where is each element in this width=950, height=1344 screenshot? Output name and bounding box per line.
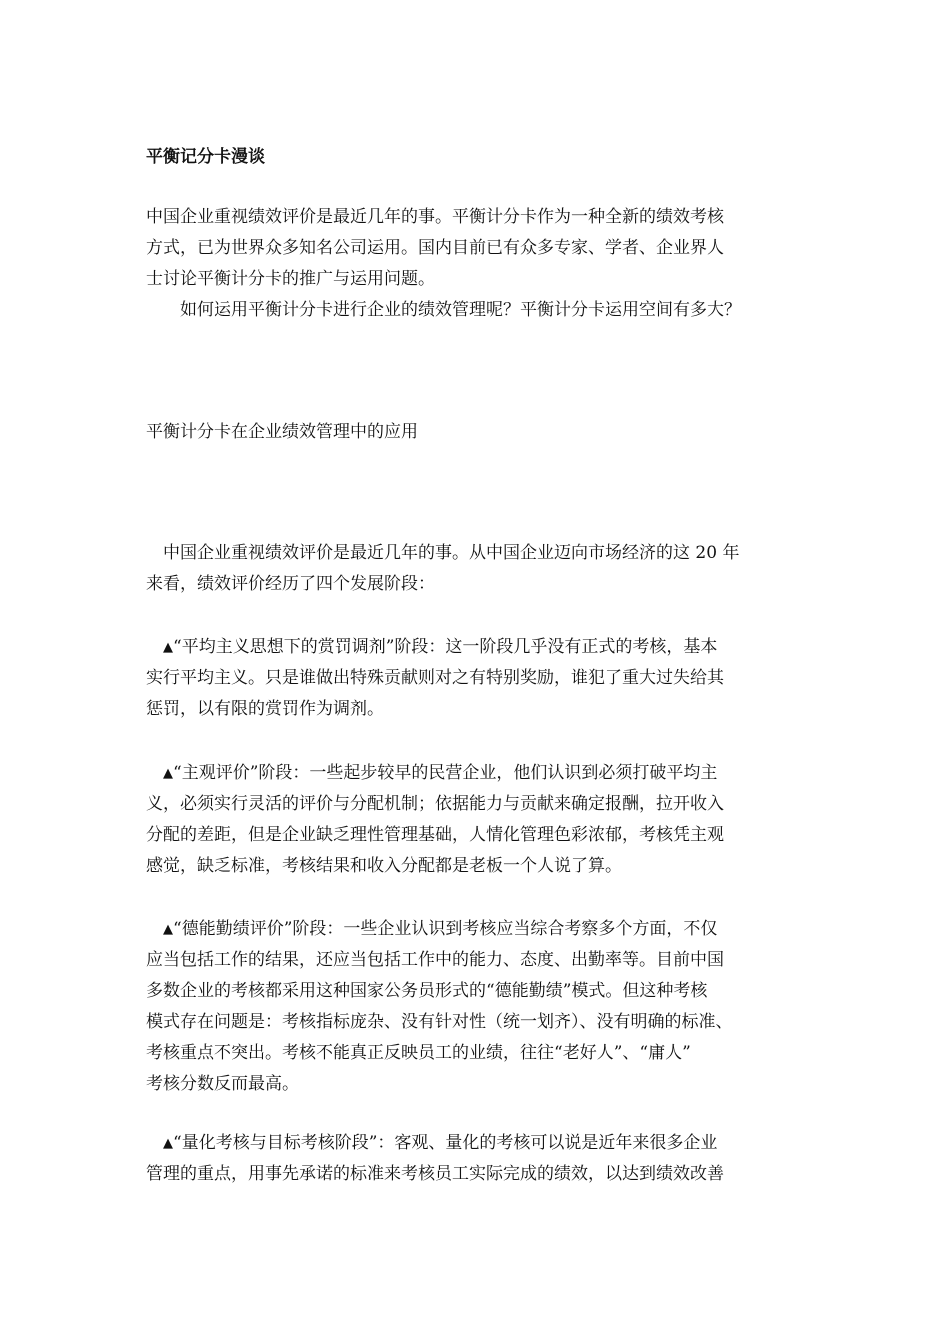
paragraph-line: “主观评价”阶段：一些起步较早的民营企业，他们认识到必须打破平均主 [173,763,718,783]
triangle-bullet-icon: ▲ [163,1136,173,1151]
paragraph-line: 实行平均主义。只是谁做出特殊贡献则对之有特别奖励，谁犯了重大过失给其 [146,668,724,688]
paragraph-line: 义，必须实行灵活的评价与分配机制；依据能力与贡献来确定报酬，拉开收入 [146,794,724,814]
paragraph-line: 管理的重点，用事先承诺的标准来考核员工实际完成的绩效，以达到绩效改善 [146,1164,724,1184]
paragraph-line: 惩罚，以有限的赏罚作为调剂。 [146,699,384,719]
paragraph-line: “德能勤绩评价”阶段：一些企业认识到考核应当综合考察多个方面，不仅 [173,919,718,939]
paragraph-line: “量化考核与目标考核阶段”：客观、量化的考核可以说是近年来很多企业 [173,1133,718,1153]
intro-line: 方式，已为世界众多知名公司运用。国内目前已有众多专家、学者、企业界人 [146,238,724,258]
stage-1-paragraph [146,632,806,725]
paragraph-line: 来看，绩效评价经历了四个发展阶段： [146,574,435,594]
triangle-bullet-icon: ▲ [163,922,173,937]
stage-4-paragraph [146,1128,806,1190]
intro-question-line: 如何运用平衡计分卡进行企业的绩效管理呢？平衡计分卡运用空间有多大？ [146,300,741,320]
paragraph-line: 多数企业的考核都采用这种国家公务员形式的“德能勤绩”模式。但这种考核 [146,981,708,1001]
paragraph-line: 考核分数反而最高。 [146,1074,299,1094]
triangle-bullet-icon: ▲ [163,766,173,781]
intro-line: 中国企业重视绩效评价是最近几年的事。平衡计分卡作为一种全新的绩效考核 [146,207,724,227]
stage-2-paragraph [146,758,806,882]
paragraph-line: 感觉，缺乏标准，考核结果和收入分配都是老板一个人说了算。 [146,856,622,876]
section-heading: 平衡计分卡在企业绩效管理中的应用 [146,422,418,442]
paragraph-line: “平均主义思想下的赏罚调剂”阶段：这一阶段几乎没有正式的考核，基本 [173,637,718,657]
paragraph-line: 中国企业重视绩效评价是最近几年的事。从中国企业迈向市场经济的这 20 年 [146,543,740,563]
document-title: 平衡记分卡漫谈 [146,147,265,167]
paragraph-line: 分配的差距，但是企业缺乏理性管理基础，人情化管理色彩浓郁，考核凭主观 [146,825,724,845]
stage-3-paragraph [146,914,806,1100]
paragraph-line: 模式存在问题是：考核指标庞杂、没有针对性（统一划齐）、没有明确的标准、 [146,1012,733,1032]
triangle-bullet-icon: ▲ [163,640,173,655]
paragraph-line: 考核重点不突出。考核不能真正反映员工的业绩，往往“老好人”、“庸人” [146,1043,691,1063]
body-paragraph-1 [146,538,806,600]
intro-paragraph [146,202,806,326]
paragraph-line: 应当包括工作的结果，还应当包括工作中的能力、态度、出勤率等。目前中国 [146,950,724,970]
intro-line: 士讨论平衡计分卡的推广与运用问题。 [146,269,435,289]
